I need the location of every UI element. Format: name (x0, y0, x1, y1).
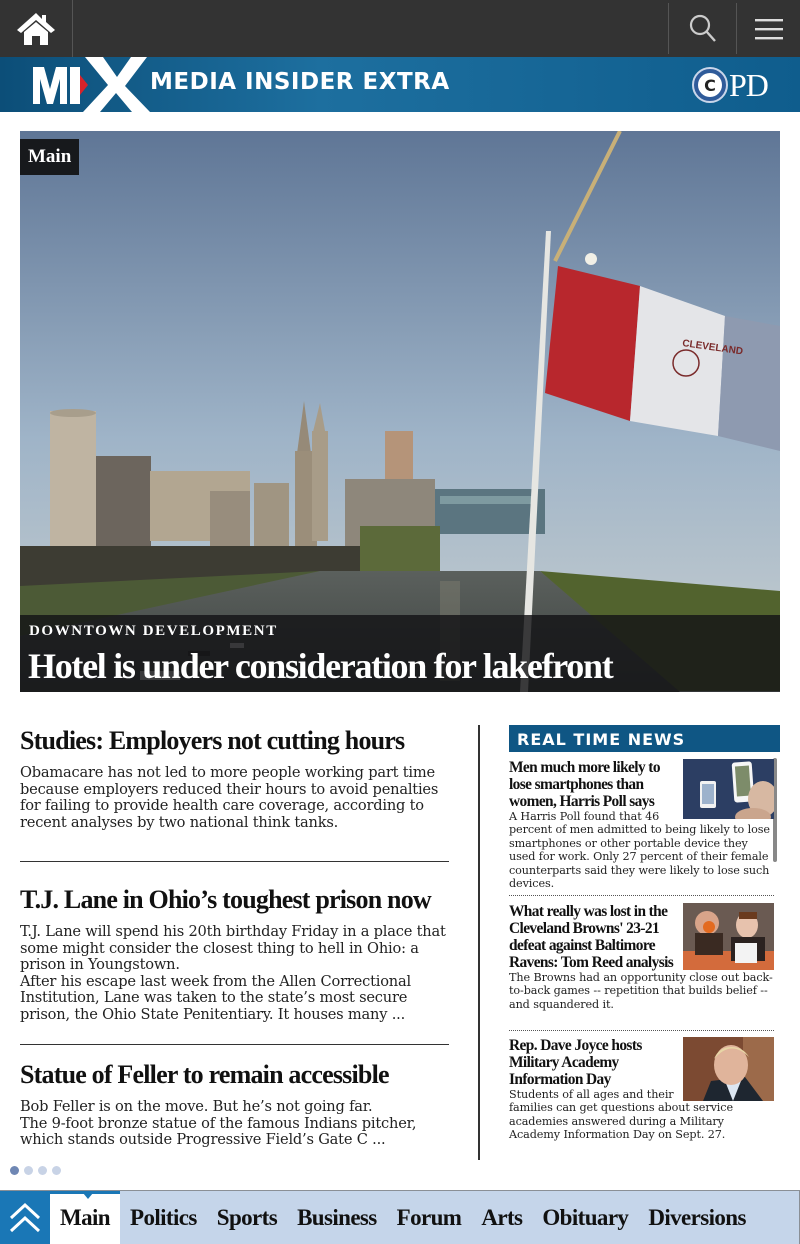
story-title[interactable]: T.J. Lane in Ohio’s toughest prison now (20, 885, 431, 914)
story-item[interactable] (20, 725, 450, 831)
hero-story[interactable] (20, 131, 780, 692)
scroll-to-top-button[interactable] (0, 1191, 50, 1244)
search-button[interactable] (668, 3, 736, 54)
pager-dot[interactable] (24, 1166, 33, 1175)
section-tag[interactable]: Main (20, 139, 79, 175)
story-item[interactable] (20, 1059, 450, 1149)
brand-banner (0, 57, 800, 112)
news-divider (509, 1030, 774, 1031)
story-summary: Bob Feller is on the move. But he’s not going far. The 9-foot bronze statue of the famous Indians pitcher, which stands outside Progressive Field’s Gate C ... (20, 1098, 417, 1148)
pager-dot[interactable] (10, 1166, 19, 1175)
home-button[interactable] (0, 0, 73, 57)
double-chevron-up-icon (8, 1201, 42, 1235)
column-divider (478, 725, 480, 1160)
story-item[interactable] (20, 884, 450, 1023)
tab-obituary[interactable]: Obituary (542, 1205, 629, 1230)
search-icon (687, 13, 719, 45)
news-item[interactable] (509, 903, 774, 1011)
story-summary: Obamacare has not led to more people working part time because employers reduced their hours to avoid penalties for failing to provide health care coverage, according to recent analyses by two national think tanks. (20, 764, 439, 831)
real-time-news-panel (509, 725, 780, 1142)
copyright-circle-icon: C (692, 67, 728, 103)
tab-diversions[interactable]: Diversions (648, 1205, 746, 1230)
real-time-news-heading: REAL TIME NEWS (509, 725, 780, 752)
news-summary: Students of all ages and their families can get questions about service academies answered during a Military Academy Information Day on Sept. 27. (509, 1088, 733, 1142)
mix-logo[interactable] (30, 57, 150, 112)
partner-logo-text: PD (729, 66, 768, 103)
section-tabs (50, 1191, 756, 1244)
section-nav (0, 1190, 800, 1244)
hero-kicker: DOWNTOWN DEVELOPMENT (29, 623, 278, 639)
news-item[interactable] (509, 759, 774, 890)
hamburger-menu-icon (754, 17, 784, 41)
tab-business[interactable]: Business (297, 1205, 377, 1230)
tab-sports[interactable]: Sports (216, 1205, 278, 1230)
news-title[interactable]: What really was lost in the Cleveland Browns' 23-21 defeat against Baltimore Ravens: Tom Reed analysis (509, 903, 674, 971)
hero-caption (20, 615, 780, 692)
pager-dot[interactable] (38, 1166, 47, 1175)
top-toolbar (0, 0, 800, 57)
tab-politics[interactable]: Politics (130, 1205, 197, 1230)
pager-dot[interactable] (52, 1166, 61, 1175)
smartphones-photo (683, 759, 774, 819)
hero-photo (20, 131, 780, 692)
story-divider (20, 1044, 449, 1045)
carousel-pager (10, 1166, 61, 1175)
story-title[interactable]: Statue of Feller to remain accessible (20, 1060, 389, 1089)
story-summary: T.J. Lane will spend his 20th birthday Friday in a place that some might consider the closest thing to hell in Ohio: a prison in Youngstown. After his escape last week from the Allen Correctional Institution, Lane was taken to the state’s most secure prison, the Ohio State Penitentiary. It houses many ... (20, 923, 446, 1023)
browns-fans-photo (683, 903, 774, 970)
home-icon (15, 11, 57, 47)
news-title[interactable]: Rep. Dave Joyce hosts Military Academy Information Day (509, 1037, 642, 1088)
news-item[interactable] (509, 1037, 774, 1142)
tab-arts[interactable]: Arts (481, 1205, 523, 1230)
news-title[interactable]: Men much more likely to lose smartphones than women, Harris Poll says (509, 759, 660, 810)
partner-logo[interactable] (692, 66, 768, 104)
dave-joyce-photo (683, 1037, 774, 1101)
tab-forum[interactable]: Forum (396, 1205, 462, 1230)
site-title: MEDIA INSIDER EXTRA (150, 69, 450, 95)
flag-text: CLEVELAND (681, 338, 744, 358)
news-summary: A Harris Poll found that 46 percent of men admitted to being likely to lose smartphones or other portable device they used for work. Only 27 percent of their female counterparts said they were likely to lose such devices. (509, 810, 770, 891)
menu-button[interactable] (736, 3, 800, 54)
news-divider (509, 895, 774, 896)
tab-main[interactable]: Main (50, 1191, 120, 1244)
story-divider (20, 861, 449, 862)
news-summary: The Browns had an opportunity close out back-to-back games -- repetition that builds belief -- and squandered it. (509, 971, 773, 1011)
story-title[interactable]: Studies: Employers not cutting hours (20, 726, 405, 755)
hero-headline[interactable]: Hotel is under consideration for lakefront (28, 646, 613, 686)
